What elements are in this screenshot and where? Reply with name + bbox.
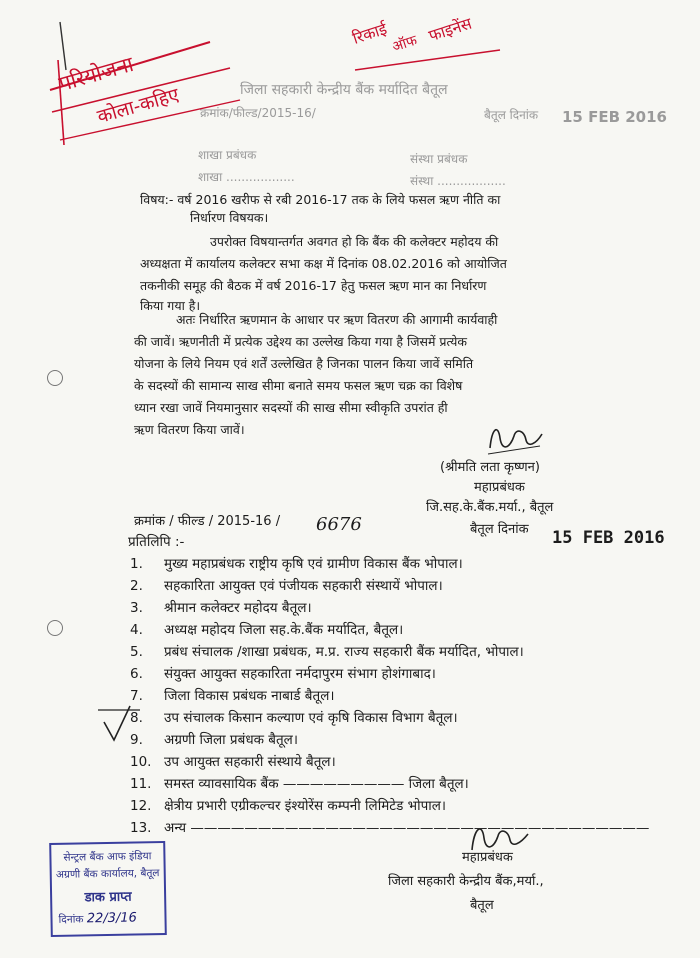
addressee-left-2: शाखा .................. (198, 170, 295, 184)
copy-list-item: 13. अन्य —————————————————————————————————— (130, 820, 650, 836)
para1-line: उपरोक्त विषयान्तर्गत अवगत हो कि बैंक की कलेक्टर महोदय की (210, 234, 499, 249)
copy-list-item: 8. उप संचालक किसान कल्याण एवं कृषि विकास विभाग बैतूल। (130, 710, 458, 726)
addressee-right-1: संस्था प्रबंधक (410, 152, 468, 166)
copy-list-item: 9. अग्रणी जिला प्रबंधक बैतूल। (130, 732, 298, 748)
header-date-label: बैतूल दिनांक (484, 108, 539, 122)
copy-list-item: 2. सहकारिता आयुक्त एवं पंजीयक सहकारी संस्थायें भोपाल। (130, 578, 443, 594)
signatory1-name: (श्रीमति लता कृष्णन) (440, 460, 540, 475)
stamp-line-1: सेन्ट्रल बैंक आफ इंडिया (63, 850, 152, 864)
punch-hole (47, 370, 63, 386)
subject-line-1: विषय:- वर्ष 2016 खरीफ से रबी 2016-17 तक के लिये फसल ऋण नीति का (140, 192, 501, 207)
annotation-left-1: परियोजना (56, 51, 137, 97)
para1-line: किया गया है। (140, 298, 201, 313)
para2-line: अतः निर्धारित ऋणमान के आधार पर ऋण वितरण की आगामी कार्यवाही (176, 312, 498, 327)
para1-line: अध्यक्षता में कार्यालय कलेक्टर सभा कक्ष में दिनांक 08.02.2016 को आयोजित (140, 256, 507, 271)
para1-line: तकनीकी समूह की बैठक में वर्ष 2016-17 हेतु फसल ऋण मान का निर्धारण (140, 278, 487, 293)
pen-tick-mark (96, 700, 146, 750)
copy-heading: प्रतिलिपि :- (128, 534, 185, 550)
copy-list-item: 11. समस्त व्यावसायिक बैंक ————————— जिला बैतूल। (130, 776, 469, 792)
stamp-line-2: अग्रणी बैंक कार्यालय, बैतूल (55, 867, 160, 881)
para2-line: ऋण वितरण किया जावें। (134, 422, 245, 437)
signatory2-org: जिला सहकारी केन्द्रीय बैंक,मर्या., (388, 874, 544, 889)
stamp-date: 22/3/16 (86, 910, 138, 927)
signatory1-org: जि.सह.के.बैंक.मर्या., बैतूल (426, 500, 554, 515)
signatory1-title: महाप्रबंधक (474, 480, 525, 495)
annotation-right-3: फाइनेंस (426, 13, 475, 46)
para2-line: के सदस्यों की सामान्य साख सीमा बनाते समय फसल ऋण चक्र का विशेष (134, 378, 463, 393)
annotation-right-1: रिकाई (350, 19, 390, 48)
signature (480, 418, 550, 458)
stamp-date-label: दिनांक (58, 913, 84, 926)
annotation-right-2: ऑफ (390, 32, 420, 56)
copy-list-item: 7. जिला विकास प्रबंधक नाबार्ड बैतूल। (130, 688, 335, 704)
copy-list-item: 10. उप आयुक्त सहकारी संस्थाये बैतूल। (130, 754, 336, 770)
stamp-date-row (52, 910, 164, 927)
copy-list-item: 6. संयुक्त आयुक्त सहकारिता नर्मदापुरम संभाग होशंगाबाद। (130, 666, 436, 682)
signatory2-title: महाप्रबंधक (462, 850, 513, 865)
copy-list-item: 1. मुख्य महाप्रबंधक राष्ट्रीय कृषि एवं ग्रामीण विकास बैंक भोपाल। (130, 556, 463, 572)
copy-list-item: 4. अध्यक्ष महोदय जिला सह.के.बैंक मर्यादित, बैतूल। (130, 622, 404, 638)
ref-date-label: बैतूल दिनांक (470, 522, 529, 537)
ref-date: 15 FEB 2016 (552, 528, 665, 548)
received-stamp (49, 841, 167, 937)
ref-number: 6676 (316, 514, 362, 535)
annotation-left-2: कोला-कहिए (94, 83, 182, 129)
copy-list-item: 5. प्रबंध संचालक /शाखा प्रबंधक, म.प्र. राज्य सहकारी बैंक मर्यादित, भोपाल। (130, 644, 524, 660)
addressee-right-2: संस्था .................. (410, 174, 506, 188)
signatory2-city: बैतूल (470, 898, 494, 913)
header-date: 15 FEB 2016 (562, 108, 667, 126)
copy-list-item: 12. क्षेत्रीय प्रभारी एग्रीकल्चर इंश्योरेंस कम्पनी लिमिटेड भोपाल। (130, 798, 447, 814)
addressee-left-1: शाखा प्रबंधक (198, 148, 257, 162)
header-org: जिला सहकारी केन्द्रीय बैंक मर्यादित बैतूल (240, 82, 448, 98)
para2-line: ध्यान रखा जावें नियमानुसार सदस्यों की साख सीमा स्वीकृति उपरांत ही (134, 400, 448, 415)
para2-line: योजना के लिये नियम एवं शर्तें उल्लेखित है जिनका पालन किया जावें समिति (134, 356, 474, 371)
stamp-line-3: डाक प्राप्त (84, 889, 132, 906)
ref-label: क्रमांक / फील्ड / 2015-16 / (134, 514, 281, 529)
header-ref: क्रमांक/फील्ड/2015-16/ (200, 106, 316, 120)
punch-hole (47, 620, 63, 636)
copy-list-item: 3. श्रीमान कलेक्टर महोदय बैतूल। (130, 600, 312, 616)
subject-line-2: निर्धारण विषयक। (190, 210, 269, 225)
para2-line: की जावें। ऋणनीती में प्रत्येक उद्देश्य का उल्लेख किया गया है जिसमें प्रत्येक (134, 334, 468, 349)
